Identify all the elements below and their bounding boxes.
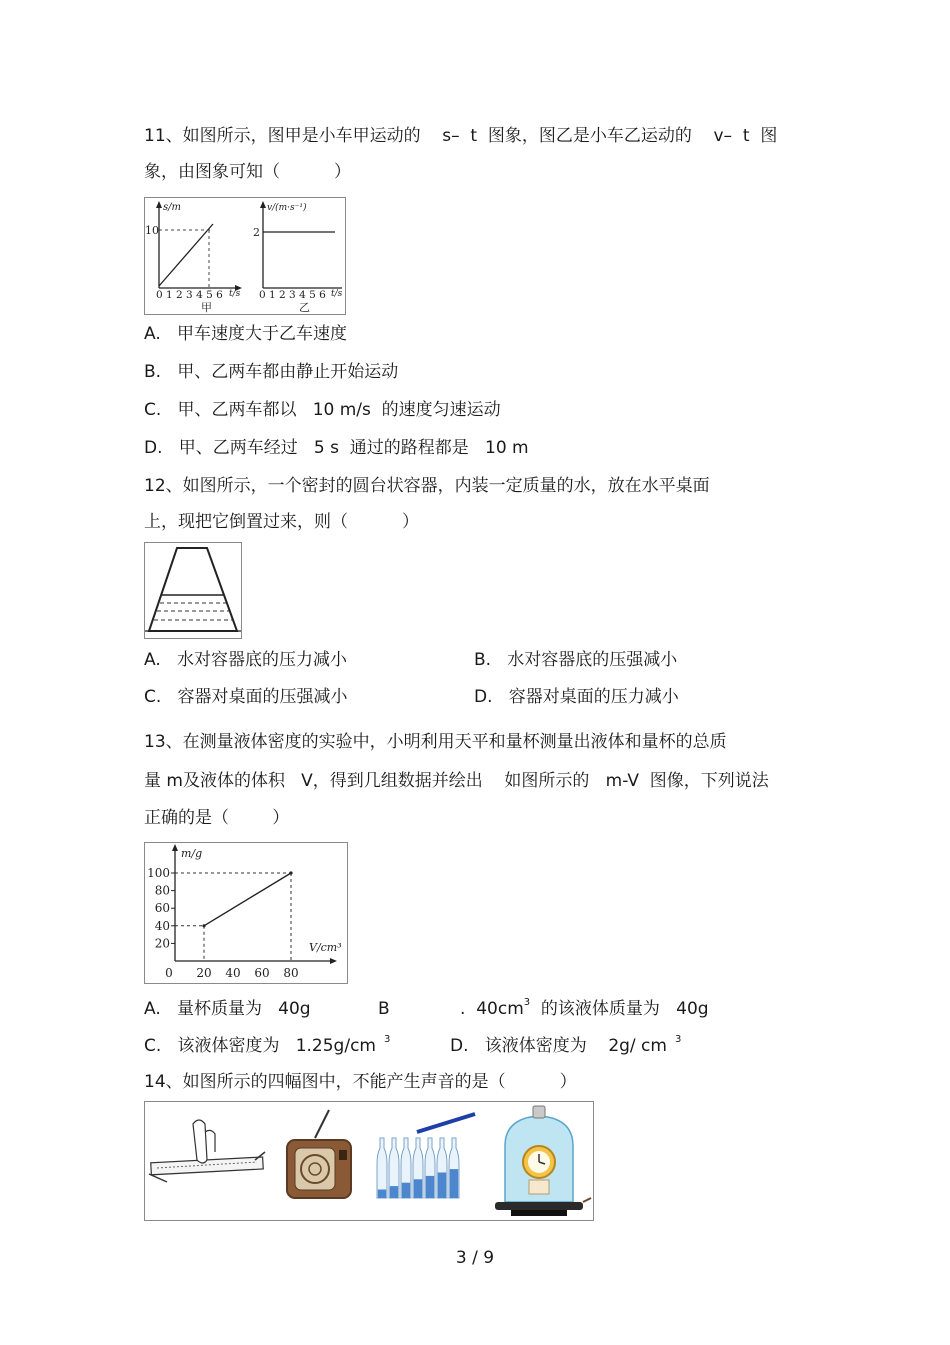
q13-option-b-letter: B: [378, 999, 390, 1019]
q12-stem-line1: 12、如图所示，一个密封的圆台状容器，内装一定质量的水，放在水平桌面: [144, 476, 710, 496]
bottle-water: [414, 1179, 422, 1198]
q11-left-ylabel: s/m: [163, 202, 181, 213]
q13-option-d: [450, 1034, 681, 1061]
x-tick-label: 20: [196, 966, 212, 980]
bottle-water: [378, 1190, 386, 1199]
q11-left-xticks: 0 1 2 3 4 5 6: [156, 289, 223, 301]
bottle-water: [450, 1169, 458, 1198]
q13-stem-line1: 13、在测量液体密度的实验中，小明利用天平和量杯测量出液体和量杯的总质: [144, 732, 727, 752]
q14-stem: 14、如图所示的四幅图中，不能产生声音的是（ ）: [144, 1072, 577, 1092]
y-tick-label: 60: [154, 901, 170, 916]
q11-option-a: A. 甲车速度大于乙车速度: [144, 324, 347, 344]
bottle-water: [438, 1173, 446, 1199]
bottle-water: [426, 1176, 434, 1198]
mv-xlabel: V/cm³: [309, 941, 342, 954]
q12-container-figure: [144, 542, 242, 639]
y-tick-label: 80: [154, 883, 170, 898]
bottle-water: [402, 1183, 410, 1198]
bell-jar-alarm-clock-picture: [495, 1106, 591, 1216]
y-tick-label: 40: [154, 918, 170, 933]
q11-stem-line1: 11、如图所示，图甲是小车甲运动的 s– t 图象，图乙是小车乙运动的 v– t 图: [144, 126, 778, 146]
y-tick-label: 20: [154, 936, 170, 951]
q12-option-c: C. 容器对桌面的压强减小: [144, 687, 348, 707]
q11-left-xlabel: t/s: [229, 289, 241, 299]
mv-ylabel: m/g: [181, 847, 203, 860]
q12-option-b: B. 水对容器底的压强减小: [474, 650, 678, 670]
page-number: 3 / 9: [455, 1248, 495, 1268]
q13-option-b-text: . 40cm: [460, 999, 524, 1019]
q12-option-a: A. 水对容器底的压力减小: [144, 650, 347, 670]
q11-right-xlabel: t/s: [331, 289, 343, 299]
q13-option-b-rest: 的该液体质量为 40g: [530, 999, 709, 1019]
q13-option-d-sup: 3: [674, 1034, 682, 1045]
q13-mv-chart: [144, 842, 348, 984]
q13-option-c: [144, 1034, 390, 1061]
x-tick-label: 80: [283, 966, 299, 980]
q12-stem-line2: 上，现把它倒置过来，则（ ）: [144, 512, 420, 532]
radio-picture: [287, 1110, 351, 1198]
q13-option-b: [460, 997, 709, 1024]
q13-stem-line2: 量 m及液体的体积 V，得到几组数据并绘出 如图所示的 m-V 图像，下列说法: [144, 771, 769, 791]
q11-option-c: C. 甲、乙两车都以 10 m/s 的速度匀速运动: [144, 400, 501, 420]
q13-option-c-text: C. 该液体密度为 1.25g/cm: [144, 1036, 376, 1056]
q13-option-b-sup: 3: [523, 997, 531, 1008]
q11-right-ytick: 2: [253, 226, 260, 239]
q11-right-caption: 乙: [299, 301, 310, 314]
q11-stem-line2: 象，由图象可知（ ）: [144, 162, 352, 182]
mv-data-line: [204, 873, 291, 926]
mv-data-point: [289, 871, 292, 874]
q11-right-xticks: 0 1 2 3 4 5 6: [259, 289, 326, 301]
q11-vt-graph: [253, 201, 343, 314]
q11-st-graph: [145, 201, 242, 314]
q14-figure: [144, 1101, 594, 1221]
q13-option-d-text: D. 该液体密度为 2g/ cm: [450, 1036, 667, 1056]
water-bottles-picture: [377, 1114, 475, 1198]
q13-option-a: A. 量杯质量为 40g: [144, 999, 311, 1019]
x-tick-label: 0: [165, 966, 173, 980]
y-tick-label: 100: [147, 866, 170, 880]
q11-option-b: B. 甲、乙两车都由静止开始运动: [144, 362, 399, 382]
ruler-hand-picture: [149, 1120, 265, 1182]
q11-option-d: D. 甲、乙两车经过 5 s 通过的路程都是 10 m: [144, 438, 529, 458]
bottle-water: [390, 1186, 398, 1198]
q11-figure: [144, 197, 346, 315]
mv-data-point: [202, 924, 205, 927]
q11-left-ytick: 10: [145, 224, 159, 237]
q11-right-ylabel: v/(m·s⁻¹): [267, 203, 307, 213]
q12-option-d: D. 容器对桌面的压力减小: [474, 687, 679, 707]
x-tick-label: 60: [254, 966, 270, 980]
x-tick-label: 40: [225, 966, 241, 980]
bottle: [377, 1138, 387, 1198]
q13-option-c-sup: 3: [383, 1034, 391, 1045]
q13-stem-line3: 正确的是（ ）: [144, 808, 290, 828]
q11-left-caption: 甲: [201, 301, 212, 314]
